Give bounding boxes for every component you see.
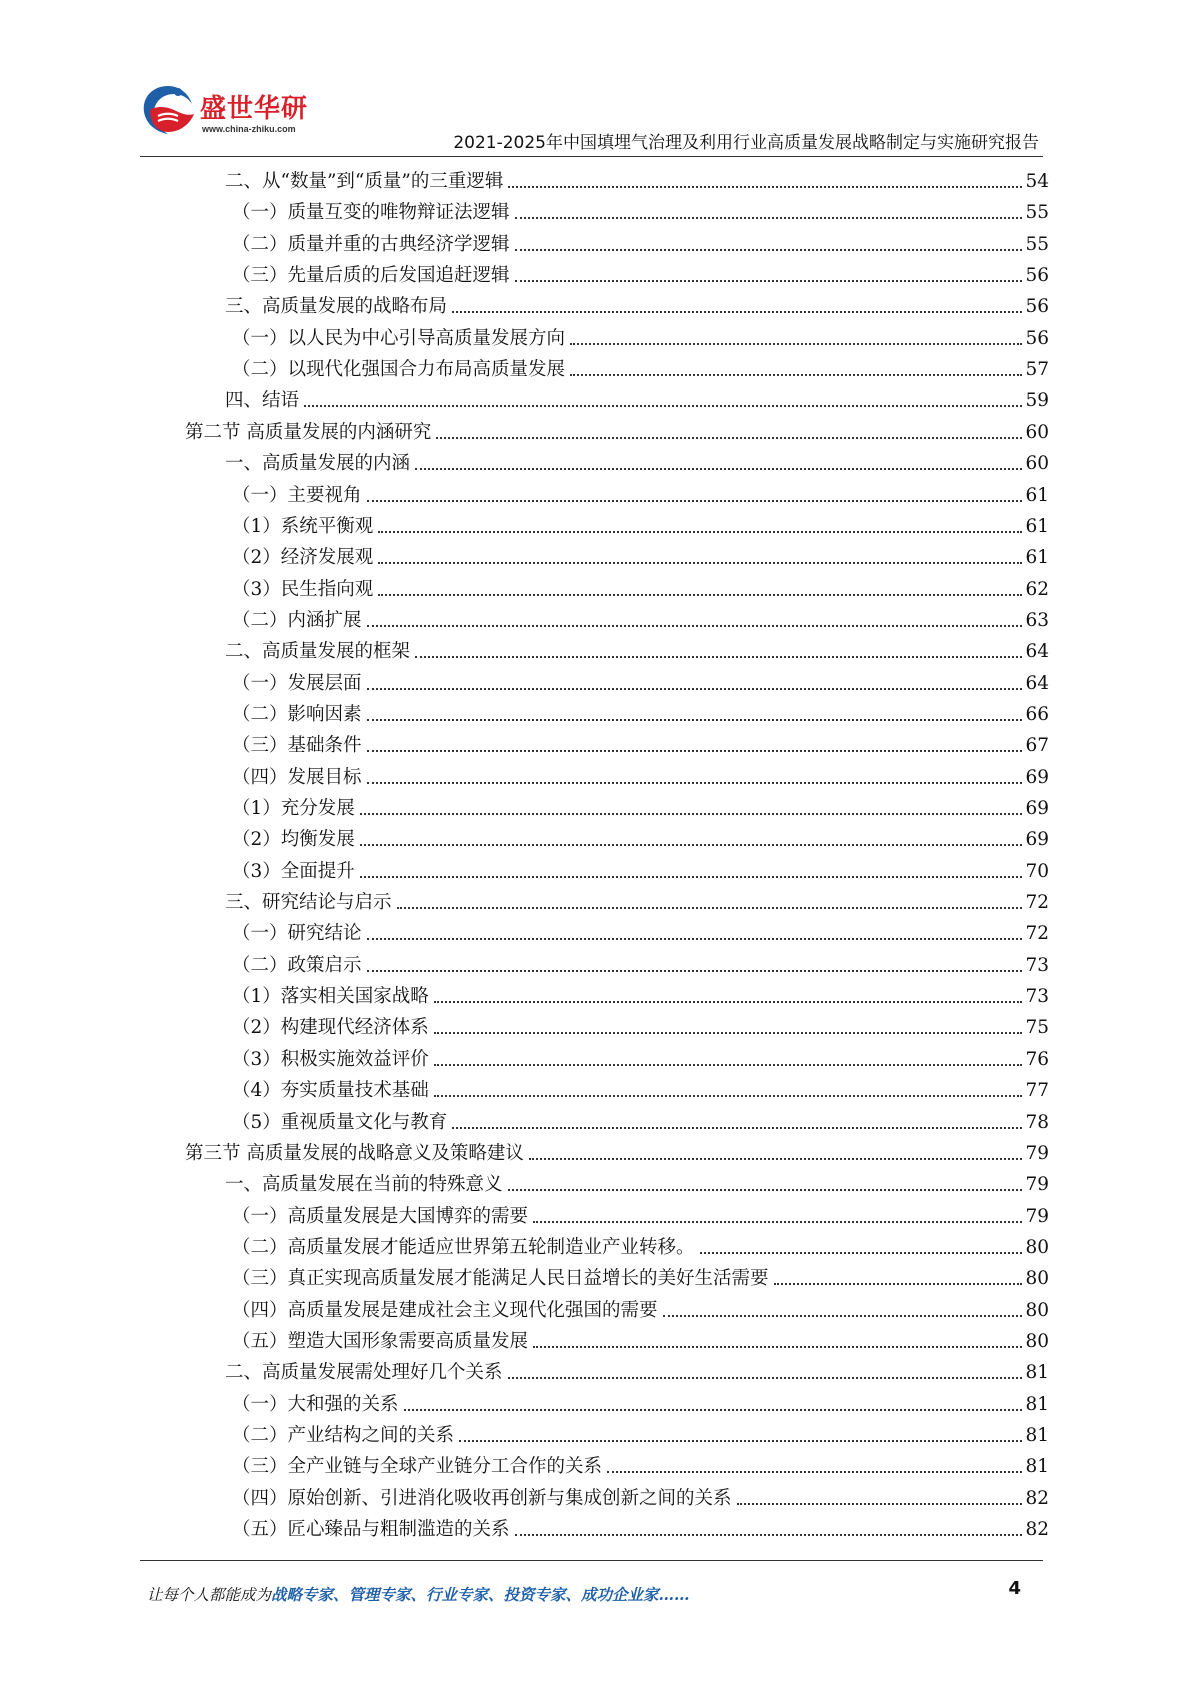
toc-leader-dots [415,656,1022,658]
toc-entry[interactable] [232,1480,1049,1511]
toc-entry-page: 81 [1025,1425,1049,1446]
toc-entry[interactable] [232,759,1049,790]
toc-entry[interactable] [232,727,1049,758]
toc-entry-label: （二）高质量发展才能适应世界第五轮制造业产业转移。 [232,1237,695,1258]
toc-entry-label: （3）积极实施效益评价 [232,1049,429,1070]
toc-entry-page: 77 [1025,1080,1049,1101]
toc-entry[interactable] [232,1417,1049,1448]
toc-entry-label: （1）落实相关国家战略 [232,986,429,1007]
toc-entry-label: （4）夯实质量技术基础 [232,1080,429,1101]
toc-entry-page: 56 [1025,328,1049,349]
toc-entry-label: （一）主要视角 [232,485,362,506]
toc-leader-dots [360,813,1023,815]
toc-entry[interactable] [232,571,1049,602]
toc-entry[interactable] [232,1198,1049,1229]
toc-entry-page: 60 [1025,453,1049,474]
toc-entry[interactable] [232,821,1049,852]
logo-text: 盛世华研 [200,94,309,124]
toc-leader-dots [415,468,1022,470]
toc-entry-label: （2）均衡发展 [232,829,355,850]
toc-entry-label: （三）基础条件 [232,735,362,756]
toc-leader-dots [452,1127,1022,1129]
toc-leader-dots [434,1032,1023,1034]
logo-url: www.china-zhiku.com [202,124,296,134]
toc-entry[interactable] [232,257,1049,288]
toc-entry-label: （三）先量后质的后发国追赶逻辑 [232,265,510,286]
toc-entry-page: 82 [1025,1488,1049,1509]
toc-entry-page: 69 [1025,767,1049,788]
toc-entry-label: （一）质量互变的唯物辩证法逻辑 [232,202,510,223]
toc-entry-page: 73 [1025,986,1049,1007]
toc-leader-dots [367,688,1023,690]
toc-leader-dots [436,437,1022,439]
toc-entry-page: 59 [1025,390,1049,411]
toc-entry[interactable] [225,884,1049,915]
toc-entry-page: 57 [1025,359,1049,380]
toc-entry-page: 72 [1025,923,1049,944]
toc-entry-label: （三）全产业链与全球产业链分工合作的关系 [232,1456,603,1477]
toc-leader-dots [607,1471,1022,1473]
toc-entry-page: 60 [1025,422,1049,443]
toc-leader-dots [434,1095,1023,1097]
toc-leader-dots [459,1440,1022,1442]
toc-leader-dots [434,1001,1023,1003]
toc-entry-page: 55 [1025,202,1049,223]
toc-entry-label: （2）构建现代经济体系 [232,1017,429,1038]
footer-slogan [147,1583,690,1605]
toc-leader-dots [663,1315,1023,1317]
toc-entry-label: （二）影响因素 [232,704,362,725]
toc-entry-page: 64 [1025,673,1049,694]
footer-prefix: 让每个人都能成为 [147,1586,272,1604]
toc-entry-page: 67 [1025,735,1049,756]
toc-entry-page: 82 [1025,1519,1049,1540]
toc-entry-label: （一）高质量发展是大国博弈的需要 [232,1206,529,1227]
toc-entry-page: 61 [1025,485,1049,506]
toc-entry-page: 72 [1025,892,1049,913]
toc-entry[interactable] [232,915,1049,946]
header-divider [140,156,1043,157]
toc-leader-dots [404,1409,1023,1411]
toc-entry[interactable] [225,382,1049,413]
toc-entry-label: （一）以人民为中心引导高质量发展方向 [232,328,566,349]
toc-entry-page: 80 [1025,1268,1049,1289]
toc-entry-page: 54 [1025,171,1049,192]
toc-leader-dots [304,405,1022,407]
toc-leader-dots [378,594,1022,596]
company-logo [138,80,308,150]
toc-entry-label: 一、高质量发展在当前的特殊意义 [225,1174,503,1195]
toc-entry-page: 62 [1025,579,1049,600]
toc-entry-page: 79 [1025,1206,1049,1227]
toc-entry-label: （四）发展目标 [232,767,362,788]
toc-entry-label: 二、从“数量”到“质量”的三重逻辑 [225,171,504,192]
toc-entry-label: （四）高质量发展是建成社会主义现代化强国的需要 [232,1300,658,1321]
toc-entry-label: 四、结语 [225,390,300,411]
toc-leader-dots [360,876,1023,878]
toc-entry-page: 70 [1025,861,1049,882]
toc-entry-label: （五）塑造大国形象需要高质量发展 [232,1331,529,1352]
toc-entry-page: 76 [1025,1049,1049,1070]
toc-entry-page: 69 [1025,829,1049,850]
toc-entry-label: （四）原始创新、引进消化吸收再创新与集成创新之间的关系 [232,1488,732,1509]
toc-entry-page: 80 [1025,1237,1049,1258]
toc-leader-dots [533,1346,1022,1348]
toc-entry[interactable] [185,1135,1049,1166]
toc-leader-dots [515,217,1023,219]
toc-entry-label: （一）研究结论 [232,923,362,944]
toc-entry-page: 66 [1025,704,1049,725]
toc-entry-label: （3）民生指向观 [232,579,374,600]
toc-leader-dots [508,1189,1023,1191]
toc-entry[interactable] [225,288,1049,319]
document-title: 2021-2025年中国填埋气治理及利用行业高质量发展战略制定与实施研究报告 [453,133,1039,153]
toc-leader-dots [515,249,1023,251]
toc-entry[interactable] [232,1386,1049,1417]
toc-entry[interactable] [232,1292,1049,1323]
toc-leader-dots [434,1064,1023,1066]
toc-entry-page: 79 [1025,1174,1049,1195]
toc-entry-page: 80 [1025,1331,1049,1352]
toc-entry[interactable] [225,1166,1049,1197]
toc-leader-dots [367,625,1023,627]
toc-entry-page: 56 [1025,265,1049,286]
toc-leader-dots [367,500,1023,502]
toc-entry-page: 56 [1025,296,1049,317]
toc-leader-dots [378,531,1022,533]
toc-entry-page: 63 [1025,610,1049,631]
toc-entry-page: 79 [1025,1143,1049,1164]
toc-entry[interactable] [232,1511,1049,1542]
toc-entry[interactable] [232,226,1049,257]
toc-entry[interactable] [225,445,1049,476]
toc-entry[interactable] [232,696,1049,727]
toc-entry-label: 第三节 高质量发展的战略意义及策略建议 [185,1143,524,1164]
toc-entry-label: （一）发展层面 [232,673,362,694]
toc-entry[interactable] [232,790,1049,821]
toc-entry[interactable] [232,1009,1049,1040]
toc-leader-dots [570,343,1022,345]
toc-entry-page: 61 [1025,516,1049,537]
toc-leader-dots [700,1252,1023,1254]
page-number: 4 [1008,1578,1021,1599]
toc-leader-dots [367,970,1023,972]
toc-leader-dots [397,907,1023,909]
toc-entry-page: 64 [1025,641,1049,662]
toc-leader-dots [508,1377,1023,1379]
toc-leader-dots [529,1158,1023,1160]
toc-entry[interactable] [225,633,1049,664]
toc-entry-page: 61 [1025,547,1049,568]
toc-leader-dots [508,186,1022,188]
toc-entry[interactable] [232,978,1049,1009]
footer-divider [140,1560,1043,1561]
toc-entry-page: 75 [1025,1017,1049,1038]
toc-entry-label: 二、高质量发展需处理好几个关系 [225,1362,503,1383]
toc-entry-label: （2）经济发展观 [232,547,374,568]
toc-leader-dots [367,719,1023,721]
toc-entry-label: （1）系统平衡观 [232,516,374,537]
toc-entry-page: 73 [1025,955,1049,976]
toc-leader-dots [515,1534,1023,1536]
toc-entry[interactable] [232,508,1049,539]
toc-entry[interactable] [232,1448,1049,1479]
toc-entry[interactable] [232,1041,1049,1072]
toc-entry-label: （3）全面提升 [232,861,355,882]
toc-entry[interactable] [232,351,1049,382]
page-header [0,0,1191,153]
toc-entry-page: 55 [1025,234,1049,255]
toc-entry-label: （三）真正实现高质量发展才能满足人民日益增长的美好生活需要 [232,1268,769,1289]
toc-entry-label: （5）重视质量文化与教育 [232,1112,448,1133]
toc-entry-label: （1）充分发展 [232,798,355,819]
toc-entry-label: （五）匠心臻品与粗制滥造的关系 [232,1519,510,1540]
toc-entry-label: 二、高质量发展的框架 [225,641,411,662]
footer-highlight: 战略专家、管理专家、行业专家、投资专家、成功企业家…… [271,1585,690,1604]
toc-entry-label: 第二节 高质量发展的内涵研究 [185,422,432,443]
toc-entry-label: （二）政策启示 [232,955,362,976]
toc-entry[interactable] [232,477,1049,508]
toc-leader-dots [367,750,1023,752]
toc-entry[interactable] [232,1260,1049,1291]
toc-entry[interactable] [232,947,1049,978]
toc-entry-page: 69 [1025,798,1049,819]
toc-leader-dots [515,280,1023,282]
toc-entry-label: 一、高质量发展的内涵 [225,453,411,474]
toc-entry-label: （二）以现代化强国合力布局高质量发展 [232,359,566,380]
toc-leader-dots [533,1221,1022,1223]
toc-entry-page: 80 [1025,1300,1049,1321]
toc-leader-dots [367,782,1023,784]
toc-entry-label: （二）质量并重的古典经济学逻辑 [232,234,510,255]
toc-entry[interactable] [232,665,1049,696]
toc-leader-dots [774,1283,1023,1285]
toc-entry[interactable] [225,1354,1049,1385]
toc-entry[interactable] [232,194,1049,225]
toc-entry[interactable] [225,163,1049,194]
toc-entry[interactable] [232,853,1049,884]
toc-entry-label: （一）大和强的关系 [232,1394,399,1415]
toc-entry[interactable] [232,1072,1049,1103]
toc-entry[interactable] [232,320,1049,351]
toc-entry[interactable] [232,1323,1049,1354]
toc-leader-dots [452,311,1022,313]
toc-entry-page: 78 [1025,1112,1049,1133]
toc-entry[interactable] [232,539,1049,570]
toc-entry-label: 三、研究结论与启示 [225,892,392,913]
toc-entry-page: 81 [1025,1362,1049,1383]
toc-entry[interactable] [232,1104,1049,1135]
toc-entry-label: （二）内涵扩展 [232,610,362,631]
toc-leader-dots [367,938,1023,940]
toc-entry[interactable] [232,1229,1049,1260]
toc-entry[interactable] [185,414,1049,445]
toc-entry[interactable] [232,602,1049,633]
logo-swoosh-icon [138,80,198,142]
toc-leader-dots [737,1503,1023,1505]
toc-leader-dots [360,844,1023,846]
toc-entry-label: 三、高质量发展的战略布局 [225,296,448,317]
toc-entry-label: （二）产业结构之间的关系 [232,1425,455,1446]
toc-leader-dots [378,562,1022,564]
toc-entry-page: 81 [1025,1394,1049,1415]
toc-entry-page: 81 [1025,1456,1049,1477]
toc-leader-dots [570,374,1022,376]
